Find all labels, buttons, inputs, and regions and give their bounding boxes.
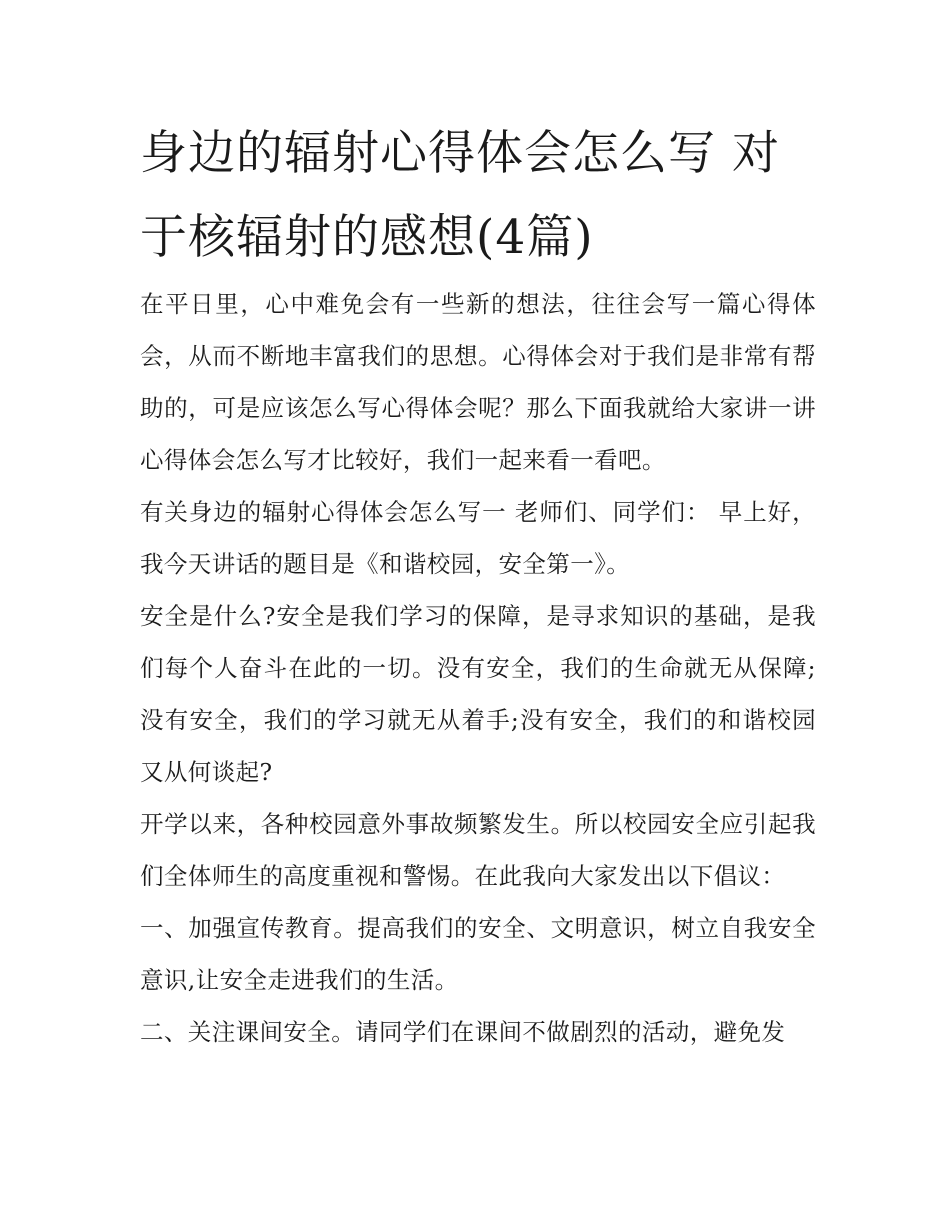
paragraph-greeting: 有关身边的辐射心得体会怎么写一 老师们、同学们： 早上好，我今天讲话的题目是《和谐校园，安全第一》。: [140, 498, 816, 578]
paragraph-initiative: 开学以来，各种校园意外事故频繁发生。所以校园安全应引起我们全体师生的高度重视和警惕。在此我向大家发出以下倡议：: [140, 810, 816, 890]
paragraph-item-one: 一、加强宣传教育。提高我们的安全、文明意识，树立自我安全意识,让安全走进我们的生活。: [140, 914, 816, 994]
document-title: 身边的辐射心得体会怎么写 对于核辐射的感想(4篇): [140, 126, 780, 265]
paragraph-safety-question: 安全是什么?安全是我们学习的保障，是寻求知识的基础，是我们每个人奋斗在此的一切。没有安全，我们的生命就无从保障;没有安全，我们的学习就无从着手;没有安全，我们的和谐校园又从何谈起?: [140, 602, 816, 786]
document-body: [140, 278, 816, 1058]
paragraph-intro: 在平日里，心中难免会有一些新的想法，往往会写一篇心得体会，从而不断地丰富我们的思想。心得体会对于我们是非常有帮助的，可是应该怎么写心得体会呢？那么下面我就给大家讲一讲心得体会怎么写才比较好，我们一起来看一看吧。: [140, 290, 816, 474]
paragraph-item-two: 二、关注课间安全。请同学们在课间不做剧烈的活动，避免发: [140, 1018, 786, 1046]
